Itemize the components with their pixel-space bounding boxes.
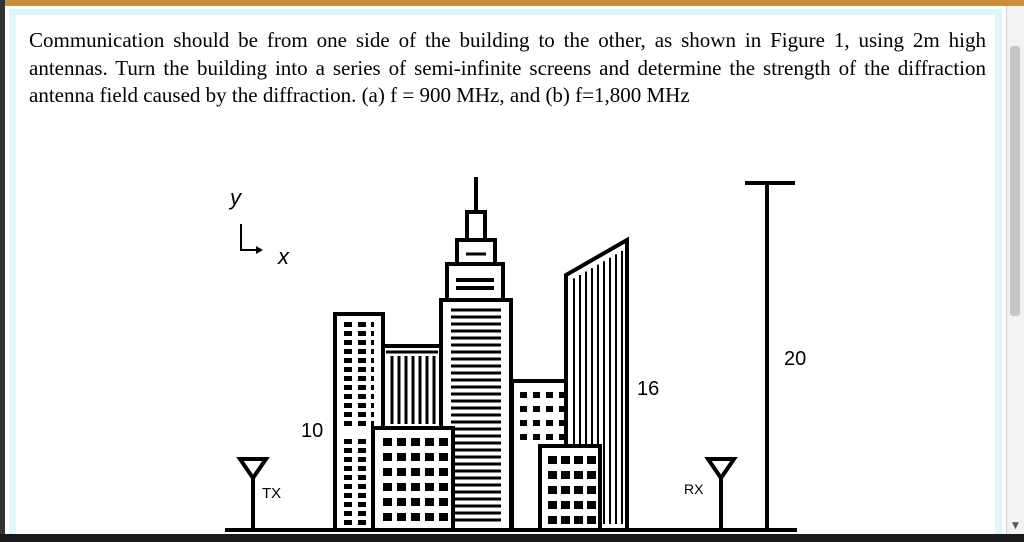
building-columned [383,346,441,428]
axis-icon [241,224,256,250]
height-label-10: 10 [301,420,324,442]
window-bottom-bar [0,534,1024,542]
vertical-scrollbar[interactable] [1006,6,1024,534]
scroll-thumb[interactable] [1010,46,1020,316]
scroll-down-icon[interactable]: ▼ [1012,521,1019,531]
axis-y-label: y [230,185,241,210]
problem-statement: Communication should be from one side of the building to the other, as shown in Figure 1, using 2m high antennas. Turn the building into a series of semi-infinite screens and determine the strength of the diffraction antenna field caused by the diffraction. (a) f = 900 MHz, and (b) f=1,800 MHz [29,28,986,107]
axis-x-label: x [278,244,289,269]
height-label-20: 20 [784,348,807,370]
rx-label: RX [684,481,704,497]
rx-antenna [708,459,734,530]
axis-arrow-icon [256,246,263,254]
building-front-block [373,428,453,530]
building-right-front [540,446,600,530]
tx-label: TX [262,485,282,502]
height-label-16: 16 [637,378,660,400]
